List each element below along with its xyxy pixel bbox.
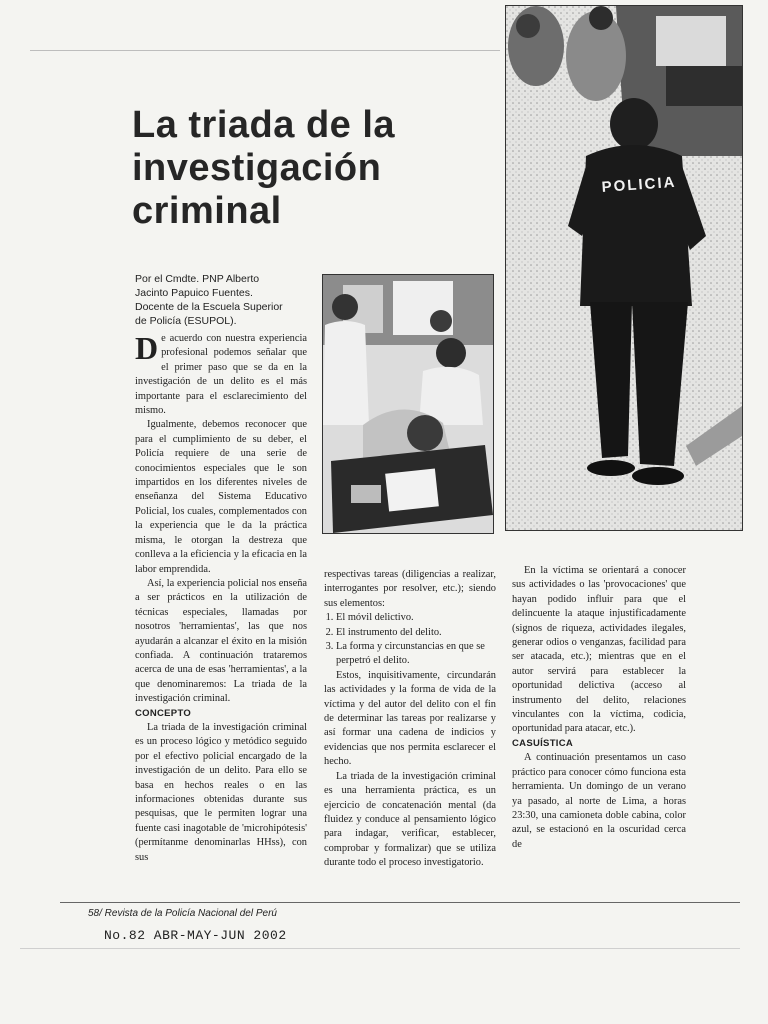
police-photo-graphic	[506, 6, 742, 530]
byline-line: de Policía (ESUPOL).	[135, 315, 237, 327]
issue-stamp: No.82 ABR-MAY-JUN 2002	[104, 928, 287, 943]
byline-line: Docente de la Escuela Superior	[135, 301, 283, 313]
paragraph: La triada de la investigación criminal es una herramienta práctica, es un ejercicio de concatenación mental (da fluidez y conduce al pensamiento lógico para indagar, verificar, establecer, comprobar y formalizar) que se utiliza durante todo el proceso investigatorio.	[324, 770, 496, 869]
byline-line: Jacinto Papuico Fuentes.	[135, 287, 253, 299]
scan-line-top	[30, 50, 500, 51]
paragraph-text: e acuerdo con nuestra experiencia profesional podemos señalar que el primer paso que se da en la investigación de un delito es el más importante para el esclarecimiento del mismo.	[135, 333, 307, 417]
list-item: 2. El instrumento del delito.	[336, 626, 496, 640]
publication-source: 58/ Revista de la Policía Nacional del Perú	[88, 908, 277, 919]
section-heading: CONCEPTO	[135, 707, 192, 719]
elements-list	[324, 611, 496, 669]
byline-line: Por el Cmdte. PNP Alberto	[135, 273, 260, 285]
paragraph: La triada de la investigación criminal es un proceso lógico y metódico seguido por el efectivo policial encargado de la investigación de un delito. Para ello se basa en hechos reales o en las informaciones obtenidas durante sus pesquisas, que le permiten lograr una fuente casi inagotable de 'microhipótesis' (permítanme denominarlas HHss), con sus	[135, 721, 307, 863]
scan-line-bottom	[20, 948, 740, 949]
crime-scene-photo	[322, 274, 494, 534]
byline	[135, 272, 305, 328]
scene-photo-graphic	[323, 275, 493, 533]
article-column-1	[135, 332, 307, 865]
police-officer-photo	[505, 5, 743, 531]
list-item: 3. La forma y circunstancias en que se perpetró el delito.	[336, 640, 496, 669]
footer-rule	[60, 902, 740, 903]
article-column-3	[512, 564, 686, 852]
drop-cap: D	[135, 330, 159, 366]
paragraph: En la víctima se orientará a conocer sus actividades o las 'provocaciones' que hayan podido influir para que el delincuente la ataque injustificadamente (signos de riqueza, actividades ilegales, generar odios o venganzas, facilidad para ser atacada, etc.); mientras que en el autor servirá para establecer la oportunidad delictiva (acceso al instrumento del delito, relaciones vinculantes con la víctima, codicia, oportunidad para atacar, etc.).	[512, 565, 686, 735]
paragraph: Estos, inquisitivamente, circundarán las actividades y la forma de vida de la víctima y del autor del delito con el fin de determinar las tareas por realizarse y así formar una cadena de indicios y evidencias que nos permita esclarecer el hecho.	[324, 669, 496, 768]
paragraph	[135, 332, 307, 418]
paragraph: respectivas tareas (diligencias a realizar, interrogantes por resolver, etc.); siendo sus elementos:	[324, 569, 496, 609]
article-column-2	[324, 568, 496, 871]
article-title: La triada de la investigación criminal	[132, 104, 396, 232]
list-item: 1. El móvil delictivo.	[336, 611, 496, 625]
paragraph: Así, la experiencia policial nos enseña a ser prácticos en la utilización de técnicas especiales, llamadas por nosotros 'herramientas', las que nos ayudarán a alcanzar el éxito en la misión confiada. A continuación trataremos acerca de una de esas 'herramientas', a la que denominaremos: La triada de la investigación criminal.	[135, 577, 307, 705]
paragraph: Igualmente, debemos reconocer que para el cumplimiento de su deber, el Policía requiere de una serie de conocimientos especiales que le son impartidos en los diferentes niveles de enseñanza del Sistema Educativo Policial, los cuales, complementados con la experiencia que le da la práctica misma, le otorgan la destreza que conlleva a la eficiencia y la eficacia en la labor emprendida.	[135, 419, 307, 575]
paragraph: A continuación presentamos un caso práctico para conocer cómo funciona esta herramienta. Un domingo de un verano ya pasado, al norte de Lima, a horas 23:30, una camioneta doble cabina, color azul, se estacionó en la oscuridad cerca de	[512, 752, 686, 850]
jacket-label: POLICIA	[601, 173, 677, 196]
section-heading: CASUÍSTICA	[512, 737, 574, 749]
